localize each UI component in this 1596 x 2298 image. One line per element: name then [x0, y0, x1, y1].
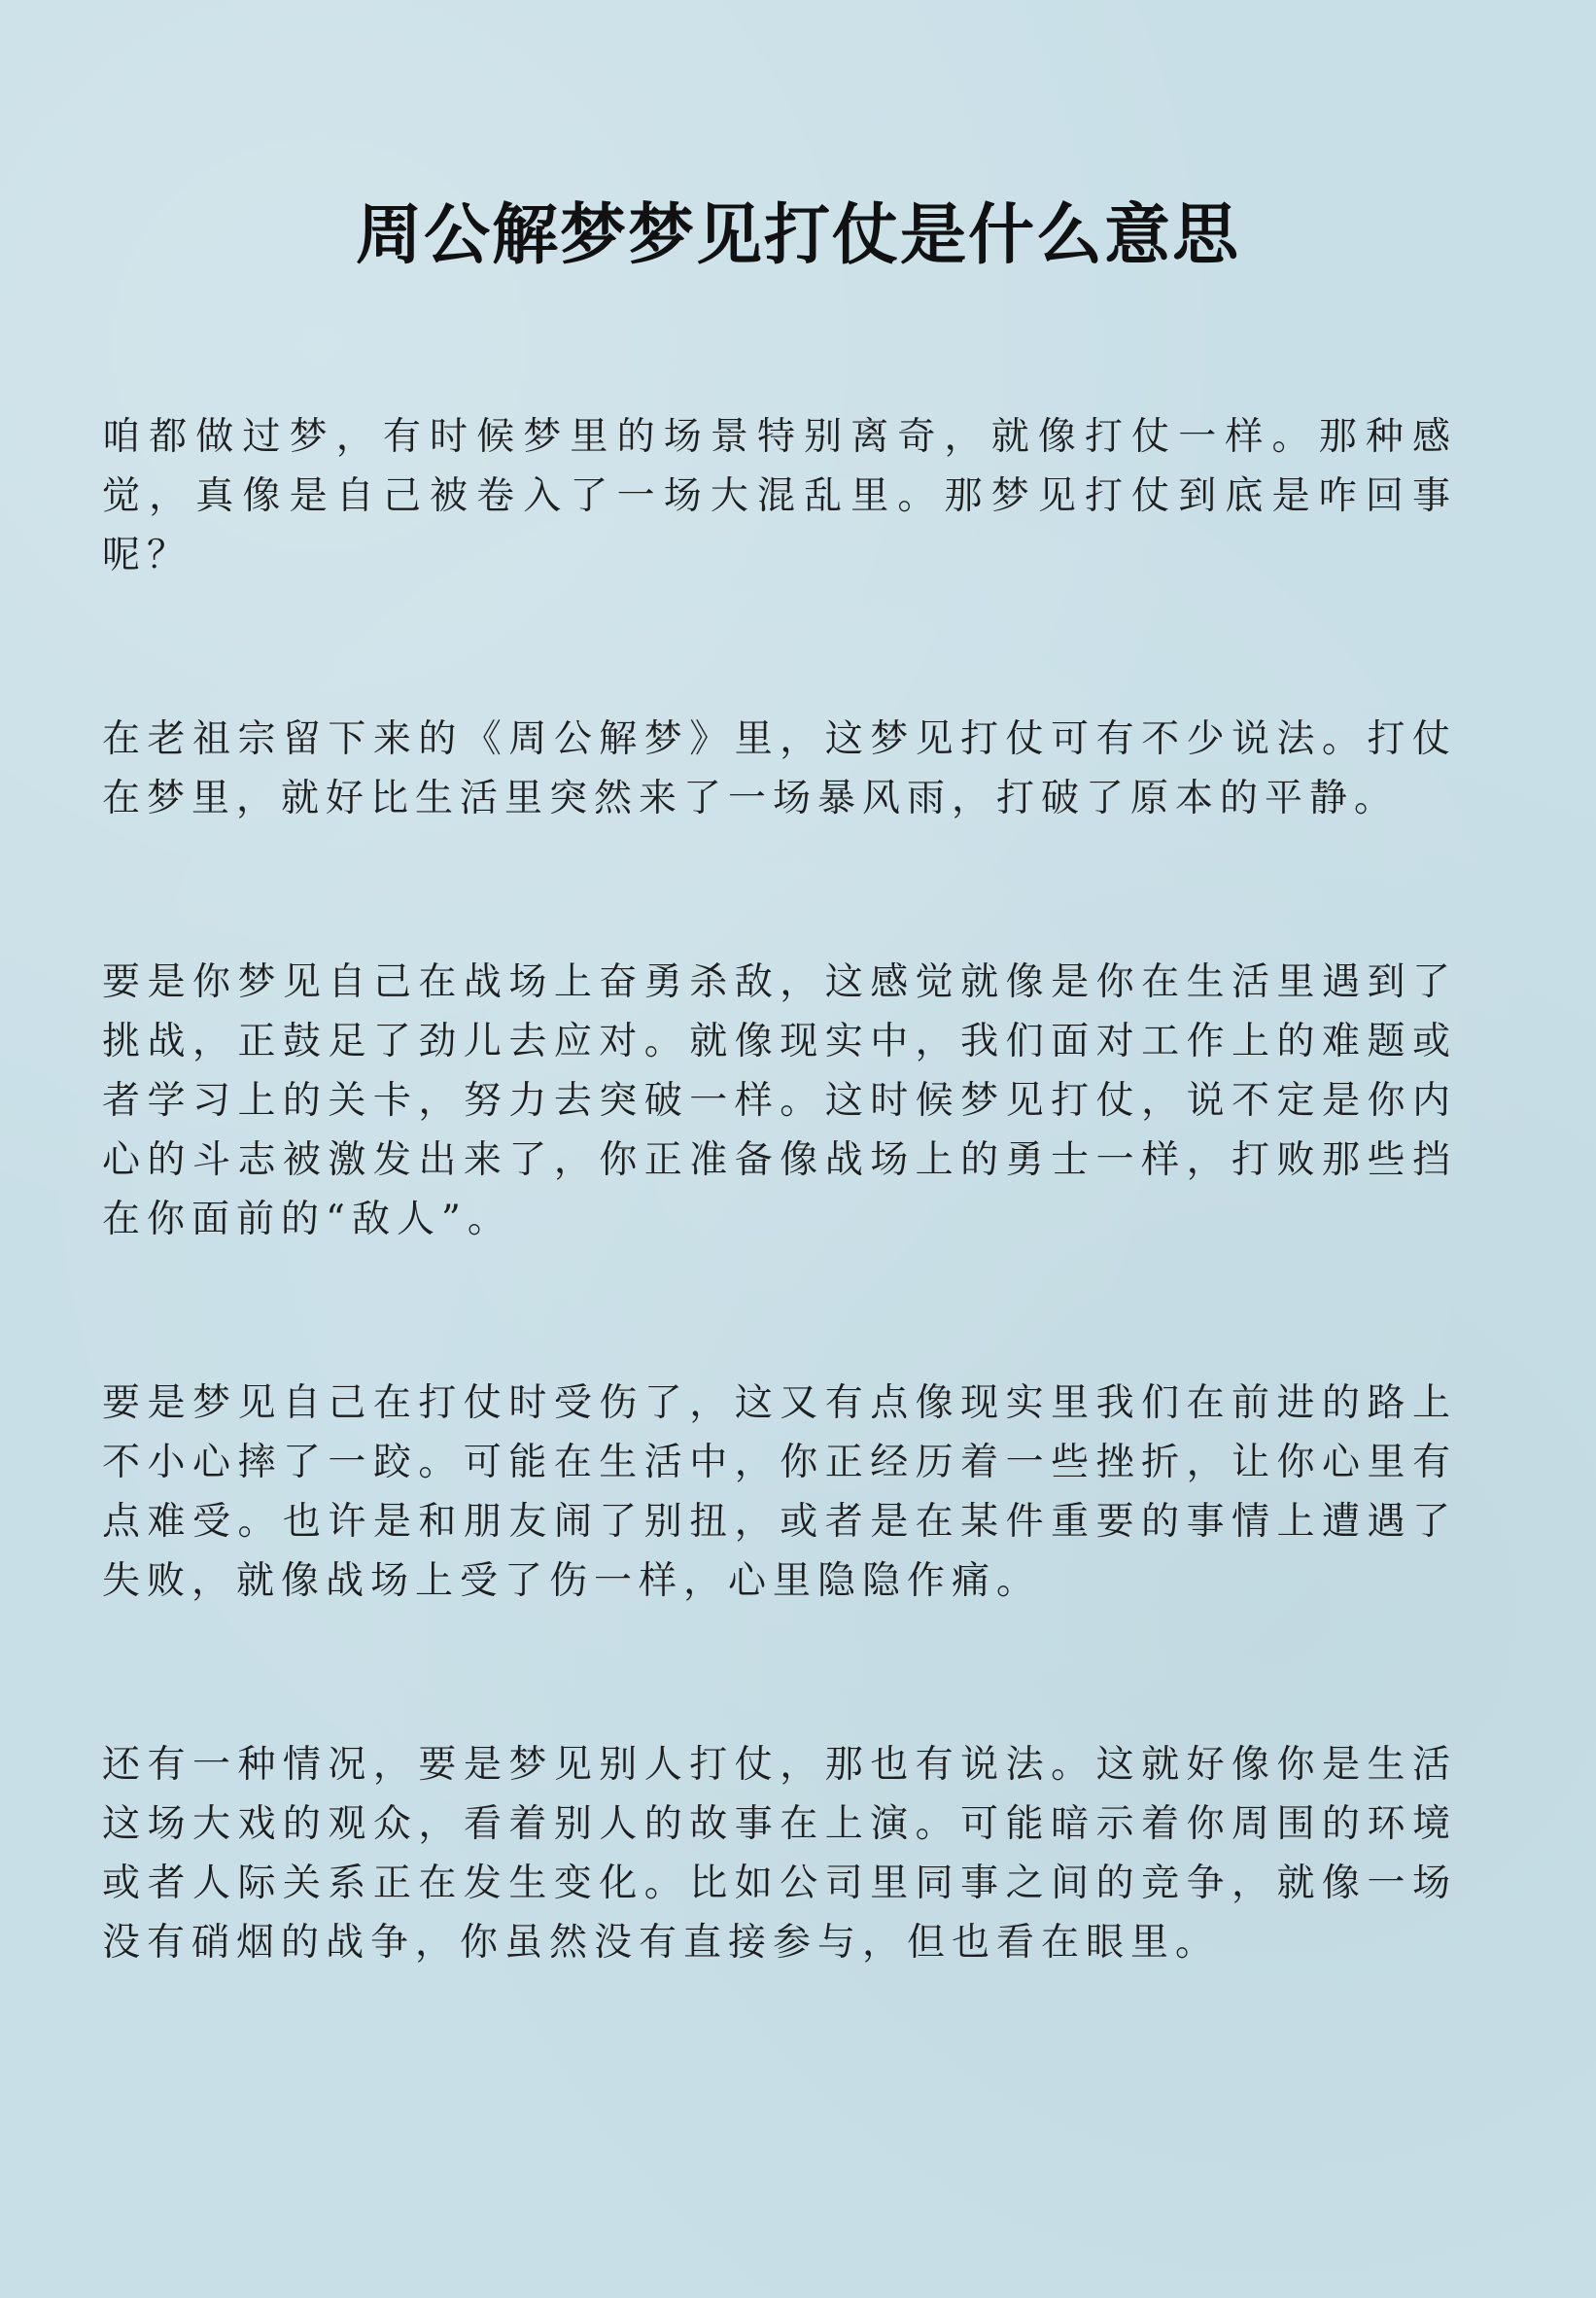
- paragraph-5: 还有一种情况，要是梦见别人打仗，那也有说法。这就好像你是生活这场大戏的观众，看着别人的故事在上演。可能暗示着你周围的环境或者人际关系正在发生变化。比如公司里同事之间的竞争，就像一场没有硝烟的战争，你虽然没有直接参与，但也看在眼里。: [102, 1743, 1457, 1965]
- paragraph-1: 咱都做过梦，有时候梦里的场景特别离奇，就像打仗一样。那种感觉，真像是自己被卷入了一场大混乱里。那梦见打仗到底是咋回事呢？: [102, 415, 1457, 577]
- article-body: [102, 407, 1457, 1972]
- paragraph-2: 在老祖宗留下来的《周公解梦》里，这梦见打仗可有不少说法。打仗在梦里，就好比生活里突然来了一场暴风雨，打破了原本的平静。: [102, 717, 1457, 820]
- paragraph-4: 要是梦见自己在打仗时受伤了，这又有点像现实里我们在前进的路上不小心摔了一跤。可能在生活中，你正经历着一些挫折，让你心里有点难受。也许是和朋友闹了别扭，或者是在某件重要的事情上遭遇了失败，就像战场上受了伤一样，心里隐隐作痛。: [102, 1381, 1457, 1603]
- paragraph-3: 要是你梦见自己在战场上奋勇杀敌，这感觉就像是你在生活里遇到了挑战，正鼓足了劲儿去应对。就像现实中，我们面对工作上的难题或者学习上的关卡，努力去突破一样。这时候梦见打仗，说不定是你内心的斗志被激发出来了，你正准备像战场上的勇士一样，打败那些挡在你面前的“敌人”。: [102, 960, 1457, 1241]
- page-title: 周公解梦梦见打仗是什么意思: [355, 196, 1240, 274]
